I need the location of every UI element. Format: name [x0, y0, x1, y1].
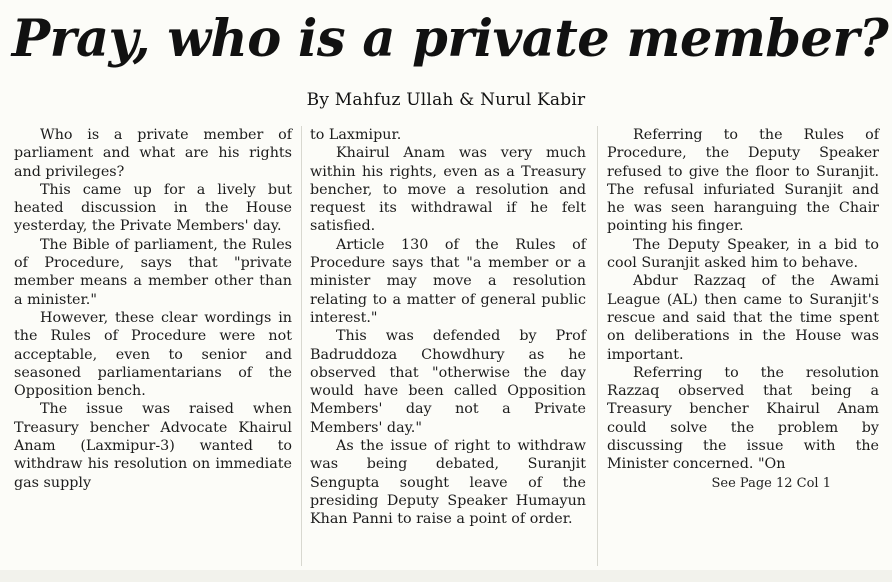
paragraph: However, these clear wordings in the Rules of Procedure were not acceptable, even to senior and seasoned parliamentarians of the Opposition bench.	[14, 309, 292, 400]
clipping-bottom-edge	[0, 570, 892, 582]
paragraph: Article 130 of the Rules of Procedure says that "a member or a minister may move a resolution relating to a matter of general public interest."	[310, 236, 586, 326]
byline: By Mahfuz Ullah & Nurul Kabir	[306, 90, 586, 110]
paragraph: Khairul Anam was very much within his rights, even as a Treasury bencher, to move a resolution and request its withdrawal if he felt satisfied.	[310, 145, 586, 235]
paragraph: This came up for a lively but heated discussion in the House yesterday, the Private Members' day.	[14, 181, 292, 235]
paragraph: As the issue of right to withdraw was being debated, Suranjit Sengupta sought leave of the presiding Deputy Speaker Humayun Khan Panni to raise a point of order.	[310, 438, 586, 528]
article-column-3	[607, 126, 879, 493]
paragraph: Abdur Razzaq of the Awami League (AL) then came to Suranjit's rescue and said that the time spent on deliberations in the House was important.	[607, 273, 879, 363]
paragraph: Referring to the Rules of Procedure, the Deputy Speaker refused to give the floor to Suranjit. The refusal infuriated Suranjit and he was seen haranguing the Chair pointing his finger.	[607, 127, 879, 235]
paragraph: Referring to the resolution Razzaq observed that being a Treasury bencher Khairul Anam could solve the problem by discussing the issue with the Minister concerned. "On	[607, 364, 879, 473]
paragraph: The issue was raised when Treasury bencher Advocate Khairul Anam (Laxmipur-3) wanted to withdraw his resolution on immediate gas supply	[14, 401, 292, 491]
article-column-2	[310, 126, 586, 529]
paragraph: This was defended by Prof Badruddoza Chowdhury as he observed that "otherwise the day would have been called Opposition Members' day not a Private Members' day."	[310, 328, 586, 436]
headline: Pray, who is a private member?	[11, 9, 889, 69]
article-column-1	[14, 126, 292, 492]
continuation-note: See Page 12 Col 1	[711, 475, 831, 491]
paragraph: The Deputy Speaker, in a bid to cool Suranjit asked him to behave.	[607, 236, 879, 272]
paragraph: to Laxmipur.	[310, 127, 402, 143]
paragraph: Who is a private member of parliament and what are his rights and privileges?	[14, 127, 292, 180]
paragraph: The Bible of parliament, the Rules of Procedure, says that "private member means a member other than a minister."	[14, 236, 292, 308]
column-divider	[301, 126, 302, 566]
column-divider	[597, 126, 598, 566]
